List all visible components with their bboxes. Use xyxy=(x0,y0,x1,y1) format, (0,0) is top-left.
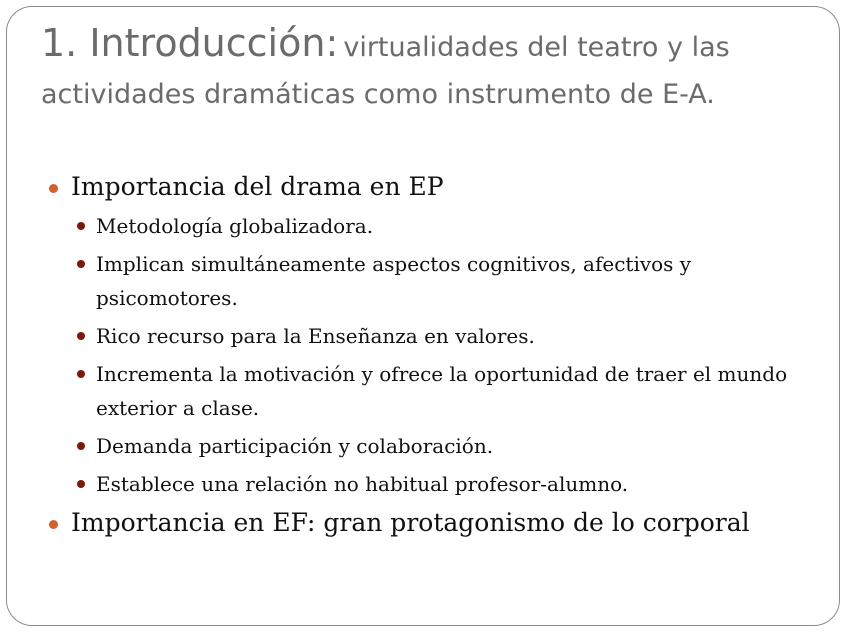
sub-bullet-dot-icon xyxy=(77,442,85,450)
bullet-item xyxy=(47,169,837,501)
sub-bullet-text: Demanda participación y colaboración. xyxy=(96,434,494,458)
bullet-text: Importancia en EF: gran protagonismo de lo corporal xyxy=(71,508,750,537)
bullet-dot-icon xyxy=(49,184,58,193)
sub-bullet-item xyxy=(71,357,837,425)
sub-bullet-dot-icon xyxy=(77,260,85,268)
sub-bullet-text: Implican simultáneamente aspectos cognitivos, afectivos y psicomotores. xyxy=(96,252,692,310)
title-main: 1. Introducción: xyxy=(41,21,339,65)
slide xyxy=(6,6,840,626)
sub-bullet-list xyxy=(71,209,837,501)
bullet-dot-icon xyxy=(49,520,58,529)
bullet-text: Importancia del drama en EP xyxy=(71,172,444,201)
bullet-list xyxy=(47,169,837,541)
sub-bullet-dot-icon xyxy=(77,370,85,378)
sub-bullet-item xyxy=(71,467,837,501)
slide-title xyxy=(41,21,821,120)
sub-bullet-item xyxy=(71,319,837,353)
sub-bullet-item xyxy=(71,209,837,243)
sub-bullet-dot-icon xyxy=(77,222,85,230)
sub-bullet-text: Incrementa la motivación y ofrece la oportunidad de traer el mundo exterior a clase. xyxy=(96,362,788,420)
sub-bullet-dot-icon xyxy=(77,480,85,488)
sub-bullet-text: Metodología globalizadora. xyxy=(96,214,374,238)
title-subtitle: virtualidades del teatro y las actividades dramáticas como instrumento de E-A. xyxy=(41,32,730,110)
sub-bullet-item xyxy=(71,247,837,315)
bullet-item xyxy=(47,505,837,541)
sub-bullet-text: Rico recurso para la Enseñanza en valores. xyxy=(96,324,535,348)
sub-bullet-item xyxy=(71,429,837,463)
sub-bullet-dot-icon xyxy=(77,332,85,340)
sub-bullet-text: Establece una relación no habitual profesor-alumno. xyxy=(96,472,629,496)
slide-content xyxy=(47,169,837,545)
